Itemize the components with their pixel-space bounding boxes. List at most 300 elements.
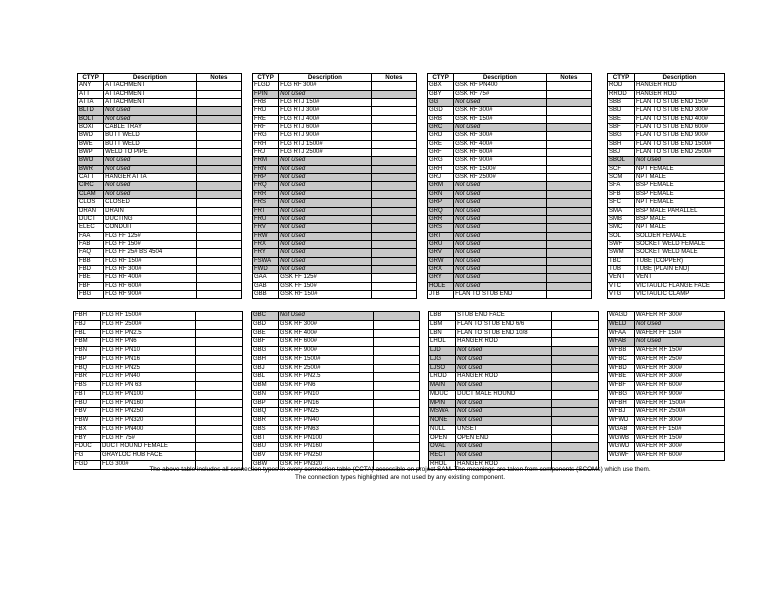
- table-header-row: [608, 74, 725, 82]
- notes-cell: [371, 282, 416, 290]
- description-cell: DUCT ROUND FEMALE: [100, 443, 195, 452]
- table-row: [608, 149, 725, 157]
- table-row: [429, 320, 599, 329]
- description-cell: GSK RF PN100: [278, 434, 373, 443]
- notes-cell: [371, 115, 416, 123]
- table-row: [253, 224, 417, 232]
- table-row: [78, 182, 242, 190]
- description-cell: WAFER RF 2500#: [635, 408, 725, 417]
- table-row: [78, 90, 242, 98]
- description-cell: ATTACHMENT: [104, 82, 197, 90]
- connection-table-4: [607, 73, 725, 299]
- description-cell: Not Used: [279, 207, 372, 215]
- notes-cell: [552, 382, 599, 391]
- description-cell: Not Used: [279, 199, 372, 207]
- notes-cell: [546, 249, 591, 257]
- notes-cell: [373, 417, 419, 426]
- notes-cell: [196, 190, 241, 198]
- notes-cell: [373, 425, 419, 434]
- table-row: [252, 329, 420, 338]
- table-row: [78, 190, 242, 198]
- notes-cell: [552, 312, 599, 321]
- description-cell: Not Used: [278, 312, 373, 321]
- description-cell: SOLDER FEMALE: [635, 232, 725, 240]
- notes-cell: [373, 408, 419, 417]
- ctyp-cell: SBB: [608, 99, 635, 107]
- notes-cell: [373, 329, 419, 338]
- ctyp-cell: WELD: [608, 320, 635, 329]
- ctyp-cell: FRT: [253, 207, 279, 215]
- description-cell: Not Used: [635, 320, 725, 329]
- table-row: [429, 382, 599, 391]
- notes-header: Notes: [371, 74, 416, 82]
- notes-cell: [552, 425, 599, 434]
- ctyp-cell: GBL: [252, 373, 279, 382]
- notes-cell: [373, 338, 419, 347]
- ctyp-cell: WFBF: [608, 382, 635, 391]
- notes-cell: [546, 265, 591, 273]
- table-row: [252, 347, 420, 356]
- ctyp-cell: GG: [428, 99, 454, 107]
- notes-cell: [546, 274, 591, 282]
- table-row: [74, 373, 243, 382]
- notes-cell: [373, 312, 419, 321]
- table-row: [253, 124, 417, 132]
- ctyp-cell: FBW: [74, 417, 101, 426]
- notes-cell: [196, 82, 241, 90]
- description-cell: FLG RTJ 300#: [279, 107, 372, 115]
- ctyp-cell: FBE: [78, 274, 104, 282]
- table-row: [429, 373, 599, 382]
- ctyp-cell: GBT: [252, 434, 279, 443]
- table-row: [252, 434, 420, 443]
- table-row: [608, 282, 725, 290]
- ctyp-cell: FBJ: [74, 320, 101, 329]
- description-cell: GSK RF 300#: [454, 132, 547, 140]
- table-row: [78, 132, 242, 140]
- ctyp-cell: ELEC: [78, 224, 104, 232]
- description-cell: TUBE (PLAIN END): [635, 265, 725, 273]
- table-row: [608, 425, 725, 434]
- description-cell: Not Used: [454, 215, 547, 223]
- ctyp-cell: MAIN: [429, 382, 456, 391]
- table-row: [428, 257, 592, 265]
- ctyp-cell: GBN: [252, 390, 279, 399]
- notes-cell: [371, 99, 416, 107]
- ctyp-cell: CLOS: [78, 199, 104, 207]
- ctyp-cell: SMC: [608, 224, 635, 232]
- description-cell: GSK RF PN25: [278, 408, 373, 417]
- table-row: [608, 140, 725, 148]
- ctyp-cell: WAGD: [608, 312, 635, 321]
- table-row: [74, 329, 243, 338]
- table-row: [608, 417, 725, 426]
- table-row: [608, 115, 725, 123]
- description-cell: WAFER RF 300#: [635, 373, 725, 382]
- notes-cell: [371, 190, 416, 198]
- ctyp-cell: GRC: [428, 124, 454, 132]
- description-cell: GSK RF 2500#: [278, 364, 373, 373]
- table-row: [253, 165, 417, 173]
- notes-cell: [552, 443, 599, 452]
- ctyp-cell: CATT: [78, 174, 104, 182]
- table-row: [252, 312, 420, 321]
- ctyp-cell: FRJ: [253, 149, 279, 157]
- table-row: [608, 249, 725, 257]
- ctyp-cell: GBS: [252, 425, 279, 434]
- notes-cell: [552, 329, 599, 338]
- ctyp-cell: TUB: [608, 265, 635, 273]
- table-row: [78, 224, 242, 232]
- ctyp-cell: FBU: [74, 399, 101, 408]
- description-cell: GSK RF 600#: [454, 149, 547, 157]
- table-row: [429, 312, 599, 321]
- notes-cell: [371, 257, 416, 265]
- notes-cell: [546, 90, 591, 98]
- ctyp-cell: GRV: [428, 249, 454, 257]
- ctyp-cell: FRB: [253, 99, 279, 107]
- table-row: [253, 107, 417, 115]
- ctyp-cell: VTC: [608, 282, 635, 290]
- ctyp-cell: RECT: [429, 452, 456, 461]
- notes-cell: [552, 434, 599, 443]
- notes-cell: [371, 82, 416, 90]
- ctyp-cell: GBQ: [252, 408, 279, 417]
- table-row: [429, 408, 599, 417]
- ctyp-cell: WGAB: [608, 425, 635, 434]
- ctyp-cell: SWM: [608, 249, 635, 257]
- table-row: [74, 382, 243, 391]
- description-cell: NPT MALE: [635, 174, 725, 182]
- table-row: [78, 157, 242, 165]
- description-cell: WAFER RF 300#: [635, 364, 725, 373]
- table-row: [608, 364, 725, 373]
- ctyp-cell: BOXI: [78, 124, 104, 132]
- notes-cell: [546, 240, 591, 248]
- notes-cell: [196, 165, 241, 173]
- ctyp-cell: GRY: [428, 274, 454, 282]
- table-row: [78, 265, 242, 273]
- description-cell: GSK RF 150#: [279, 290, 372, 298]
- ctyp-cell: FRP: [253, 174, 279, 182]
- description-cell: NPT MALE: [635, 224, 725, 232]
- table-row: [74, 425, 243, 434]
- connection-table-3: [427, 73, 592, 299]
- table-row: [74, 443, 243, 452]
- ctyp-cell: DRAN: [78, 207, 104, 215]
- notes-cell: [371, 199, 416, 207]
- ctyp-cell: GRE: [428, 140, 454, 148]
- ctyp-cell: NONE: [429, 417, 456, 426]
- ctyp-cell: FRN: [253, 165, 279, 173]
- ctyp-cell: SCM: [608, 174, 635, 182]
- ctyp-cell: GBD: [252, 320, 279, 329]
- table-row: [608, 199, 725, 207]
- description-cell: TUBE (COPPER): [635, 257, 725, 265]
- description-cell: Not Used: [456, 382, 552, 391]
- table-row: [428, 182, 592, 190]
- ctyp-cell: LJSO: [429, 364, 456, 373]
- notes-cell: [196, 232, 241, 240]
- description-cell: GSK RF 600#: [278, 338, 373, 347]
- description-cell: Not Used: [456, 364, 552, 373]
- description-cell: FLAN TO STUB END 400#: [635, 115, 725, 123]
- notes-cell: [196, 140, 241, 148]
- ctyp-cell: WFBC: [608, 355, 635, 364]
- description-cell: GSK RF 1500#: [454, 165, 547, 173]
- table-row: [429, 364, 599, 373]
- notes-cell: [196, 434, 243, 443]
- description-cell: Not Used: [104, 107, 197, 115]
- description-cell: Not Used: [279, 157, 372, 165]
- description-cell: CONDUIT: [104, 224, 197, 232]
- notes-cell: [196, 347, 243, 356]
- notes-cell: [196, 399, 243, 408]
- notes-cell: [546, 290, 591, 298]
- description-cell: ATTACHMENT: [104, 99, 197, 107]
- description-cell: GSK RF PN10: [278, 390, 373, 399]
- table-row: [74, 320, 243, 329]
- description-cell: Not Used: [454, 199, 547, 207]
- description-cell: GSK RF 300#: [454, 107, 547, 115]
- table-row: [253, 199, 417, 207]
- notes-cell: [371, 182, 416, 190]
- description-cell: DRAIN: [104, 207, 197, 215]
- notes-cell: [196, 240, 241, 248]
- description-cell: HANGER ROD: [635, 82, 725, 90]
- table-row: [74, 355, 243, 364]
- description-cell: WAFER RF 600#: [635, 452, 725, 461]
- description-cell: GSK RF PN63: [278, 425, 373, 434]
- description-cell: CLOSED: [104, 199, 197, 207]
- table-row: [74, 312, 243, 321]
- ctyp-cell: GBR: [252, 417, 279, 426]
- notes-cell: [546, 107, 591, 115]
- ctyp-cell: SCF: [608, 165, 635, 173]
- ctyp-cell: FBX: [74, 425, 101, 434]
- ctyp-header: CTYP: [608, 74, 635, 82]
- notes-cell: [546, 224, 591, 232]
- table-row: [608, 265, 725, 273]
- notes-cell: [552, 338, 599, 347]
- notes-cell: [552, 390, 599, 399]
- description-cell: Not Used: [454, 249, 547, 257]
- ctyp-cell: SBG: [608, 132, 635, 140]
- table-row: [78, 149, 242, 157]
- ctyp-cell: LJG: [429, 355, 456, 364]
- description-cell: FLG FF 25# BS 4504: [104, 249, 197, 257]
- table-header-row: [253, 74, 417, 82]
- description-cell: FLG RF PN2.5: [100, 329, 195, 338]
- table-row: [252, 320, 420, 329]
- notes-cell: [196, 199, 241, 207]
- ctyp-cell: FBH: [74, 312, 101, 321]
- ctyp-cell: BWO: [78, 157, 104, 165]
- description-cell: Not Used: [104, 182, 197, 190]
- table-row: [428, 165, 592, 173]
- ctyp-cell: SBE: [608, 115, 635, 123]
- notes-cell: [196, 364, 243, 373]
- ctyp-cell: SBF: [608, 124, 635, 132]
- ctyp-cell: FPIN: [253, 90, 279, 98]
- notes-cell: [373, 320, 419, 329]
- notes-cell: [546, 140, 591, 148]
- ctyp-header: CTYP: [78, 74, 104, 82]
- table-row: [428, 240, 592, 248]
- ctyp-cell: JTB: [428, 290, 454, 298]
- ctyp-cell: SOL: [608, 232, 635, 240]
- table-row: [608, 90, 725, 98]
- ctyp-cell: WFBE: [608, 373, 635, 382]
- description-cell: GSK RF 150#: [454, 115, 547, 123]
- description-cell: Not Used: [456, 347, 552, 356]
- ctyp-cell: GBP: [252, 399, 279, 408]
- ctyp-cell: MPIN: [429, 399, 456, 408]
- description-cell: GSK RF PN250: [278, 452, 373, 461]
- description-cell: GSK RF 1500#: [278, 355, 373, 364]
- ctyp-cell: FRM: [253, 157, 279, 165]
- table-row: [78, 232, 242, 240]
- description-cell: FLG RF 1500#: [100, 312, 195, 321]
- notes-cell: [371, 140, 416, 148]
- ctyp-cell: SFA: [608, 182, 635, 190]
- notes-cell: [196, 132, 241, 140]
- table-row: [428, 124, 592, 132]
- ctyp-cell: LJD: [429, 347, 456, 356]
- notes-cell: [552, 399, 599, 408]
- notes-cell: [546, 99, 591, 107]
- description-cell: Not Used: [454, 207, 547, 215]
- ctyp-cell: SMA: [608, 207, 635, 215]
- ctyp-cell: FRU: [253, 215, 279, 223]
- table-row: [429, 329, 599, 338]
- table-row: [608, 338, 725, 347]
- ctyp-cell: FWD: [253, 265, 279, 273]
- description-cell: Not Used: [456, 443, 552, 452]
- table-row: [74, 399, 243, 408]
- notes-cell: [196, 149, 241, 157]
- description-cell: WAFER RF 900#: [635, 390, 725, 399]
- ctyp-header: CTYP: [428, 74, 454, 82]
- table-row: [78, 115, 242, 123]
- table-row: [252, 364, 420, 373]
- table-row: [608, 107, 725, 115]
- table-row: [252, 417, 420, 426]
- table-row: [428, 107, 592, 115]
- notes-cell: [546, 132, 591, 140]
- table-row: [253, 140, 417, 148]
- ctyp-cell: SBOL: [608, 157, 635, 165]
- description-cell: Not Used: [456, 408, 552, 417]
- description-cell: GSK RF 2500#: [454, 174, 547, 182]
- description-cell: Not Used: [635, 338, 725, 347]
- notes-cell: [552, 452, 599, 461]
- description-cell: FLG FF 125#: [104, 232, 197, 240]
- ctyp-cell: HOLE: [428, 282, 454, 290]
- description-cell: FLG RF 75#: [100, 434, 195, 443]
- description-cell: FLG RF 150#: [104, 257, 197, 265]
- ctyp-cell: GBW: [252, 460, 279, 469]
- description-cell: WAFER FF 150#: [635, 329, 725, 338]
- notes-cell: [371, 290, 416, 298]
- notes-cell: [371, 165, 416, 173]
- description-cell: Not Used: [454, 124, 547, 132]
- table-row: [78, 82, 242, 90]
- notes-cell: [373, 373, 419, 382]
- table-row: [78, 274, 242, 282]
- table-row: [252, 355, 420, 364]
- ctyp-cell: BWD: [78, 132, 104, 140]
- description-cell: UNSET: [456, 425, 552, 434]
- table-row: [429, 443, 599, 452]
- table-row: [253, 82, 417, 90]
- ctyp-cell: FRR: [253, 190, 279, 198]
- ctyp-cell: FRQ: [253, 182, 279, 190]
- notes-cell: [546, 232, 591, 240]
- description-cell: VICTAULIC CLAMP: [635, 290, 725, 298]
- description-cell: FLG RF 900#: [104, 290, 197, 298]
- description-cell: SOCKET WELD FEMALE: [635, 240, 725, 248]
- table-row: [428, 207, 592, 215]
- ctyp-cell: SBH: [608, 140, 635, 148]
- description-cell: FLAN TO STUB END: [454, 290, 547, 298]
- table-row: [429, 399, 599, 408]
- ctyp-cell: WGWD: [608, 443, 635, 452]
- description-cell: WAFER RF 250#: [635, 355, 725, 364]
- table-row: [253, 215, 417, 223]
- ctyp-cell: GBY: [428, 90, 454, 98]
- table-row: [74, 408, 243, 417]
- table-row: [608, 190, 725, 198]
- ctyp-cell: LBB: [429, 312, 456, 321]
- ctyp-cell: FBN: [74, 347, 101, 356]
- notes-cell: [196, 452, 243, 461]
- description-cell: SOCKET WELD MALE: [635, 249, 725, 257]
- ctyp-cell: BWE: [78, 140, 104, 148]
- notes-cell: [196, 290, 241, 298]
- description-cell: Not Used: [454, 224, 547, 232]
- ctyp-cell: GBH: [252, 355, 279, 364]
- description-cell: FLAN TO STUB END 2500#: [635, 149, 725, 157]
- description-cell: FLG RF PN100: [100, 390, 195, 399]
- table-row: [428, 132, 592, 140]
- table-row: [253, 265, 417, 273]
- table-row: [429, 425, 599, 434]
- ctyp-cell: GBM: [252, 382, 279, 391]
- table-row: [608, 329, 725, 338]
- table-row: [428, 282, 592, 290]
- description-cell: FLG RTJ 150#: [279, 99, 372, 107]
- table-row: [428, 249, 592, 257]
- notes-cell: [371, 215, 416, 223]
- ctyp-cell: GRQ: [428, 207, 454, 215]
- table-row: [78, 290, 242, 298]
- ctyp-cell: GRJ: [428, 174, 454, 182]
- table-row: [608, 399, 725, 408]
- notes-cell: [552, 417, 599, 426]
- notes-cell: [196, 265, 241, 273]
- description-cell: GSK RF PN320: [278, 460, 373, 469]
- ctyp-cell: OVAL: [429, 443, 456, 452]
- table-row: [253, 274, 417, 282]
- notes-cell: [196, 274, 241, 282]
- description-cell: Not Used: [279, 257, 372, 265]
- ctyp-cell: WFBH: [608, 399, 635, 408]
- ctyp-cell: FBS: [74, 382, 101, 391]
- table-row: [429, 452, 599, 461]
- ctyp-cell: FRX: [253, 240, 279, 248]
- description-cell: Not Used: [104, 190, 197, 198]
